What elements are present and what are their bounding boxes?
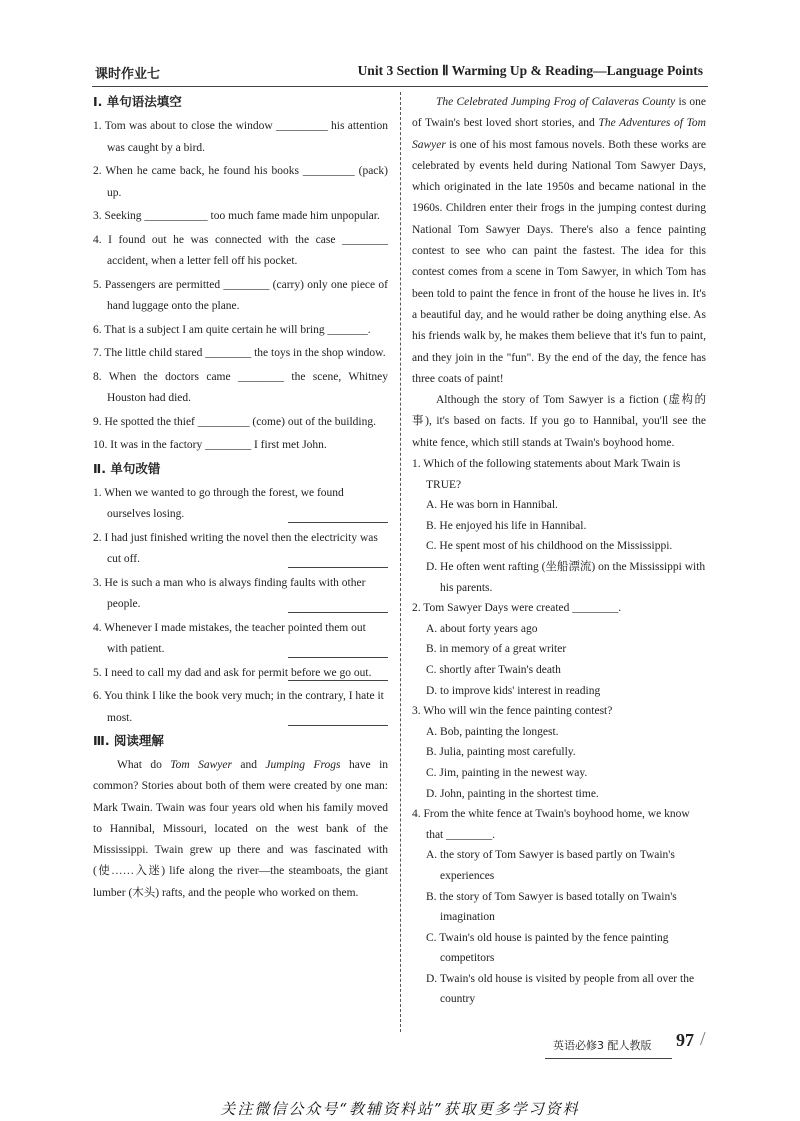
reading-paragraph-3: Although the story of Tom Sawyer is a fiction (虚构的事), it's based on facts. If you go to Hannibal, you'll see the white fence, which still stands at Twain's boyhood home. [412,394,706,449]
p2-text-a: is one of Twain's best loved short stories, and [412,96,706,130]
q1-option-c[interactable]: C. He spent most of his childhood on the Mississippi. [426,540,673,553]
p2-title-tom: The Adventures of Tom Sawyer [412,117,706,151]
section-title-correction: Ⅱ. 单句改错 [93,460,161,476]
correction-item-5 [93,663,388,685]
grammar-item-3: 3. Seeking ___________ too much fame made him unpopular. [93,210,380,222]
q4-option-c[interactable]: C. Twain's old house is painted by the fence painting competitors [426,931,669,965]
q3-option-a[interactable]: A. Bob, painting the longest. [426,725,559,738]
answer-line[interactable] [288,680,388,681]
q2-option-b[interactable]: B. in memory of a great writer [426,643,567,656]
q1-option-d[interactable]: D. He often went rafting (坐船漂流) on the Mississippi with his parents. [426,561,706,594]
correction-text-4: 4. Whenever I made mistakes, the teacher pointed them out with patient. [93,621,366,655]
correction-text-6: 6. You think I like the book very much; in the contrary, I hate it most. [93,690,384,724]
right-column [412,92,706,1010]
page-slash-decoration: / [700,1028,706,1050]
question-4: 4. From the white fence at Twain's boyhood home, we know that ________. [412,808,690,841]
footer-divider [545,1058,672,1059]
reading-paragraph-1 [93,755,388,904]
correction-item-4 [93,618,388,661]
answer-line[interactable] [288,522,388,523]
question-3: 3. Who will win the fence painting contest? [412,705,613,718]
section-title-reading: Ⅲ. 阅读理解 [93,733,164,748]
header-divider [92,86,708,87]
exercise-label: 课时作业七 [95,67,161,82]
reading-paragraph-2 [412,92,706,390]
question-1: 1. Which of the following statements about Mark Twain is TRUE? [412,458,681,491]
question-2: 2. Tom Sawyer Days were created ________. [412,602,622,615]
q2-option-d[interactable]: D. to improve kids' interest in reading [426,684,601,697]
correction-text-1: 1. When we wanted to go through the forest, we found ourselves losing. [93,486,344,520]
p1-title-tom: Tom Sawyer [170,759,232,771]
p1-text-a: What do [117,759,171,771]
p2-title-frog: The Celebrated Jumping Frog of Calaveras County [436,96,676,108]
p1-text-c: have in common? Stories about both of them were created by one man: Mark Twain. Twain was four years old when his family moved to Hannibal, Missouri, located on the west bank of the Mississippi. Twain grew up there and was fascinated with (使……入迷) life along the river—the steamboats, the giant lumber (木头) rafts, and the people who worked on them. [93,759,389,899]
q4-option-b[interactable]: B. the story of Tom Sawyer is based totally on Twain's imagination [426,890,677,924]
correction-item-6 [93,686,388,729]
q4-option-d[interactable]: D. Twain's old house is visited by people from all over the country [426,972,695,1006]
grammar-item-10: 10. It was in the factory ________ I first met John. [93,439,327,451]
answer-line[interactable] [288,657,388,658]
unit-title: Unit 3 Section Ⅱ Warming Up & Reading—Language Points [357,63,703,78]
q3-option-c[interactable]: C. Jim, painting in the newest way. [426,766,588,779]
q1-option-b[interactable]: B. He enjoyed his life in Hannibal. [426,519,587,532]
grammar-item-6: 6. That is a subject I am quite certain he will bring _______. [93,323,371,336]
p2-text-b: is one of his most famous novels. Both these works are celebrated by events held during National Tom Sawyer Days, which originated in the late 1950s and became national in the 1960s. Children enter their frogs in the jumping contest during National Tom Sawyer Days. There's also a fence painting contest to see who can paint the fastest. The idea for this contest comes from a scene in Tom Sawyer, in which Tom has been told to paint the fence in front of the house he lives in. It's a beautiful day, and he would rather be doing anything else. As his friends walk by, he makes them believe that it's fun to paint, and they join in the "fun". By the end of the day, the fence has three coats of paint! [412,138,706,385]
page-number: 97 [676,1030,694,1050]
section-title-grammar: Ⅰ. 单句语法填空 [93,94,182,109]
q2-option-c[interactable]: C. shortly after Twain's death [426,663,561,676]
correction-item-3 [93,573,388,616]
correction-item-2 [93,528,388,571]
q4-option-a[interactable]: A. the story of Tom Sawyer is based partly on Twain's experiences [426,849,675,882]
q3-option-d[interactable]: D. John, painting in the shortest time. [426,787,599,800]
q3-option-b[interactable]: B. Julia, painting most carefully. [426,746,576,759]
grammar-item-8: 8. When the doctors came ________ the scene, Whitney Houston had died. [93,370,388,404]
grammar-item-4: 4. I found out he was connected with the case ________ accident, when a letter fell off his pocket. [93,233,388,267]
correction-item-1 [93,483,388,526]
q1-option-a[interactable]: A. He was born in Hannibal. [426,499,558,512]
column-divider [400,92,401,1032]
book-label: 英语必修3 配人教版 [553,1039,652,1052]
answer-line[interactable] [288,725,388,726]
grammar-item-1: 1. Tom was about to close the window _________ his attention was caught by a bird. [93,120,388,154]
grammar-item-5: 5. Passengers are permitted ________ (carry) only one piece of hand luggage onto the plane. [93,278,388,312]
q2-option-a[interactable]: A. about forty years ago [426,622,538,635]
correction-text-2: 2. I had just finished writing the novel then the electricity was cut off. [93,531,378,565]
grammar-item-2: 2. When he came back, he found his books _________ (pack) up. [93,165,388,199]
correction-text-3: 3. He is such a man who is always finding faults with other people. [93,576,366,610]
correction-text-5: 5. I need to call my dad and ask for permit before we go out. [93,666,372,679]
p1-text-b: and [231,759,266,771]
answer-line[interactable] [288,567,388,568]
grammar-item-7: 7. The little child stared ________ the toys in the shop window. [93,347,386,359]
p1-title-frogs: Jumping Frogs [265,759,341,771]
answer-line[interactable] [288,612,388,613]
grammar-item-9: 9. He spotted the thief _________ (come) out of the building. [93,415,376,428]
left-column [93,92,388,904]
wechat-note: 关注微信公众号“教辅资料站”获取更多学习资料 [220,1100,580,1118]
